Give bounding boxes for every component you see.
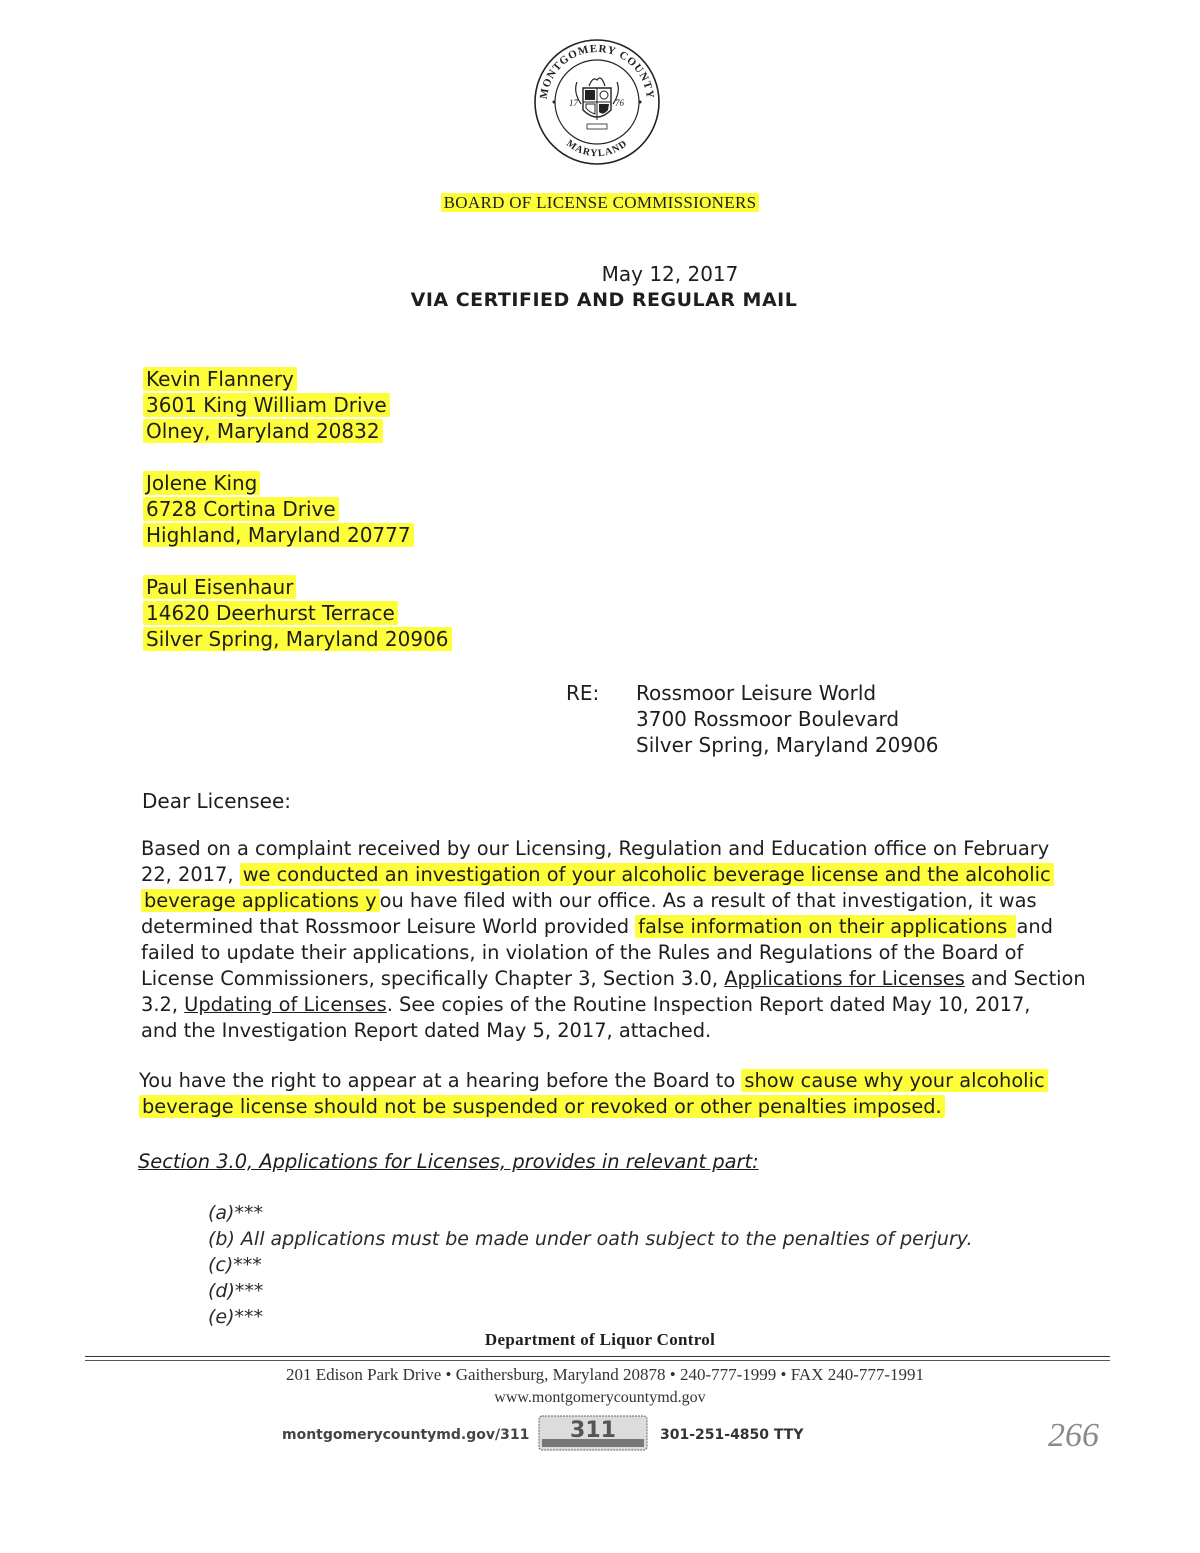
section-item: (e)*** xyxy=(208,1306,264,1328)
section-item: (a)*** xyxy=(208,1202,263,1224)
seal-bottom-text: MARYLAND xyxy=(564,137,630,160)
recipient-block-3 xyxy=(143,574,452,652)
footer-rule xyxy=(85,1360,1110,1361)
body-text: 22, 2017, xyxy=(141,863,240,886)
underlined-title: Updating of Licenses xyxy=(184,993,387,1016)
body-text: and Section xyxy=(964,967,1086,990)
re-line: 3700 Rossmoor Boulevard xyxy=(636,707,900,731)
footer-tty: 301-251-4850 TTY xyxy=(660,1427,804,1443)
highlighted-text: beverage applications y xyxy=(141,889,380,912)
re-label: RE: xyxy=(566,681,600,705)
body-text: 3.2, xyxy=(141,993,185,1016)
footer-address: 201 Edison Park Drive • Gaithersburg, Maryland 20878 • 240-777-1999 • FAX 240-777-1991 xyxy=(285,1365,925,1384)
recipient-block-1 xyxy=(143,366,390,444)
footer-311-link[interactable]: montgomerycountymd.gov/311 xyxy=(282,1427,530,1443)
recipient-street: 3601 King William Drive xyxy=(143,393,390,417)
body-text: failed to update their applications, in violation of the Rules and Regulations of the Board of xyxy=(141,941,1024,964)
recipient-city: Silver Spring, Maryland 20906 xyxy=(143,627,452,651)
section-item: (c)*** xyxy=(208,1254,262,1276)
seal-year-right: 76 xyxy=(615,98,624,108)
body-text: ou have filed with our office. As a result of that investigation, it was xyxy=(379,889,1037,912)
body-text: You have the right to appear at a hearing before the Board to xyxy=(139,1069,742,1092)
logo-311-text: 311 xyxy=(570,1418,616,1443)
board-title xyxy=(0,193,1200,213)
recipient-street: 14620 Deerhurst Terrace xyxy=(143,601,398,625)
svg-text:MARYLAND xyxy=(564,138,629,159)
section-items xyxy=(208,1200,973,1330)
body-text: License Commissioners, specifically Chapter 3, Section 3.0, xyxy=(141,967,725,990)
body-text: . See copies of the Routine Inspection Report dated May 10, 2017, xyxy=(386,993,1031,1016)
recipient-name: Jolene King xyxy=(143,471,260,495)
section-item: (b) All applications must be made under oath subject to the penalties of perjury. xyxy=(208,1228,973,1250)
section-item: (d)*** xyxy=(208,1280,264,1302)
page-number-text: 266 xyxy=(1048,1417,1099,1454)
highlighted-text: false information on their applications xyxy=(635,915,1016,938)
handwritten-page-number xyxy=(1040,1408,1150,1458)
body-text: determined that Rossmoor Leisure World provided xyxy=(141,915,636,938)
hearing-paragraph xyxy=(139,1068,1064,1120)
county-seal xyxy=(533,36,661,168)
highlighted-text: beverage license should not be suspended or revoked or other penalties imposed. xyxy=(139,1095,945,1118)
body-text: and the Investigation Report dated May 5, 2017, attached. xyxy=(141,1019,712,1042)
recipient-block-2 xyxy=(143,470,414,548)
body-paragraph xyxy=(141,836,1086,1044)
seal-top-text: MONTGOMERY COUNTY xyxy=(537,42,657,100)
footer-website: www.montgomerycountymd.gov xyxy=(494,1389,706,1406)
highlighted-text: we conducted an investigation of your alcoholic beverage license and the alcoholic xyxy=(240,863,1054,886)
recipient-street: 6728 Cortina Drive xyxy=(143,497,339,521)
body-text: Based on a complaint received by our Licensing, Regulation and Education office on February xyxy=(141,837,1050,860)
seal-year-left: 17 xyxy=(569,98,578,108)
letter-date: May 12, 2017 xyxy=(601,262,739,286)
recipient-name: Paul Eisenhaur xyxy=(143,575,296,599)
board-title-text: BOARD OF LICENSE COMMISSIONERS xyxy=(441,193,760,212)
re-line: Rossmoor Leisure World xyxy=(636,681,877,705)
highlighted-text: show cause why your alcoholic xyxy=(741,1069,1047,1092)
salutation: Dear Licensee: xyxy=(142,789,291,813)
recipient-city: Highland, Maryland 20777 xyxy=(143,523,414,547)
section-heading: Section 3.0, Applications for Licenses, provides in relevant part: xyxy=(138,1150,759,1173)
department-name: Department of Liquor Control xyxy=(484,1330,716,1349)
delivery-method: VIA CERTIFIED AND REGULAR MAIL xyxy=(410,289,798,311)
logo-311-icon xyxy=(538,1412,648,1454)
re-line: Silver Spring, Maryland 20906 xyxy=(636,733,939,757)
underlined-title: Applications for Licenses xyxy=(724,967,965,990)
footer-rule xyxy=(85,1356,1110,1357)
recipient-city: Olney, Maryland 20832 xyxy=(143,419,383,443)
body-text: and xyxy=(1016,915,1053,938)
recipient-name: Kevin Flannery xyxy=(143,367,297,391)
